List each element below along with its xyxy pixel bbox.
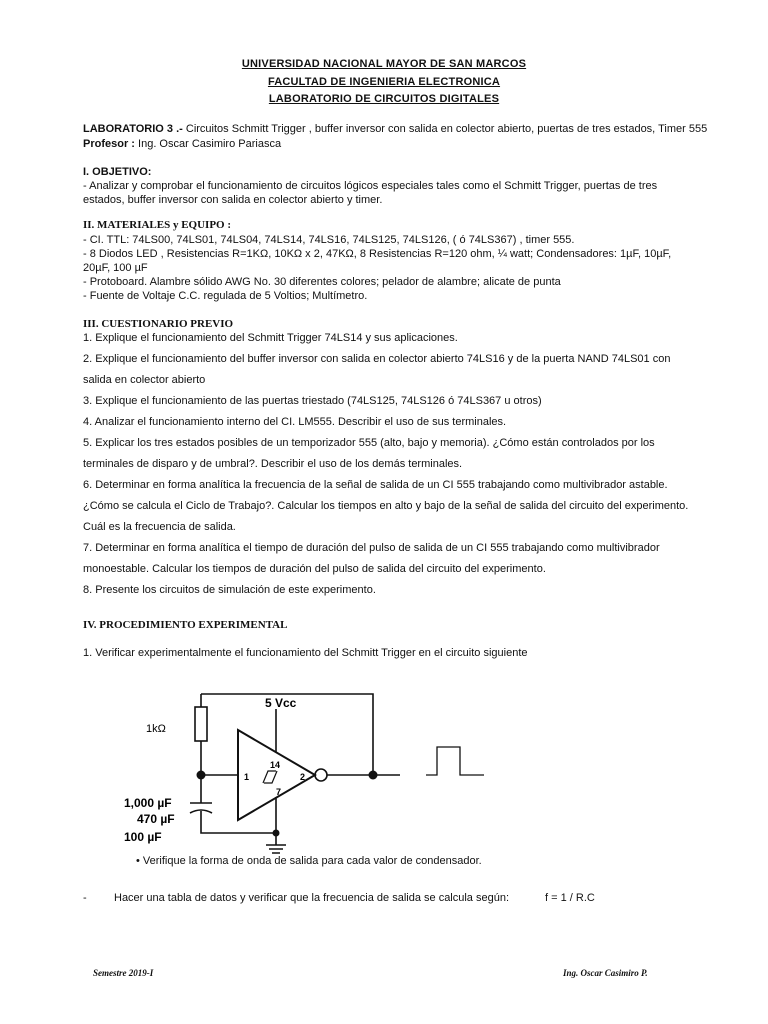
cuestionario-item: 1. Explique el funcionamiento del Schmitt Trigger 74LS14 y sus aplicaciones. [83,332,458,344]
cuestionario-item: monoestable. Calcular los tiempos de duración del pulso de salida del circuito del experimento. [83,563,546,575]
materiales-line: - CI. TTL: 74LS00, 74LS01, 74LS04, 74LS14, 74LS16, 74LS125, 74LS126, ( ó 74LS367) , timer 555. [83,234,575,246]
footer-semester: Semestre 2019-I [93,968,154,978]
pin1-label: 1 [244,772,250,782]
cuestionario-item: 7. Determinar en forma analítica el tiempo de duración del pulso de salida de un CI 555 trabajando como multivibrador [83,542,660,554]
materiales-line: - 8 Diodos LED , Resistencias R=1KΩ, 10KΩ x 2, 47KΩ, 8 Resistencias R=120 ohm, ¼ watt; Condensadores: 1µF, 10µF, [83,248,672,260]
schmitt-trigger-circuit [110,685,530,865]
waveform-note: • Verifique la forma de onda de salida para cada valor de condensador. [136,855,482,867]
objetivo-line: estados, buffer inversor con salida en colector abierto y timer. [83,194,383,206]
pin14-label: 14 [270,760,281,770]
cuestionario-item: ¿Cómo se calcula el Ciclo de Trabajo?. Calcular los tiempos en alto y bajo de la señal de salida del circuito del experimento. [83,500,689,512]
frequency-formula: f = 1 / R.C [545,892,595,904]
footer-author: Ing. Oscar Casimiro P. [563,968,648,978]
procedimiento-step: 1. Verificar experimentalmente el funcionamiento del Schmitt Trigger en el circuito siguiente [83,647,528,659]
junction-dot [273,830,280,837]
professor-label: Profesor : [83,138,135,150]
cap-470-label: 470 µF [137,812,175,826]
materiales-line: - Protoboard. Alambre sólido AWG No. 30 diferentes colores; pelador de alambre; alicate de punta [83,276,561,288]
cuestionario-item: 5. Explicar los tres estados posibles de un temporizador 555 (alto, bajo y memoria). ¿Cómo están controlados por los [83,437,655,449]
pin7-label: 7 [276,787,282,797]
lab-line [83,123,707,135]
lab-title: LABORATORIO DE CIRCUITOS DIGITALES [268,93,500,105]
cuestionario-item: Cuál es la frecuencia de salida. [83,521,236,533]
output-waveform [426,747,484,775]
table-dash: - [83,892,87,904]
hysteresis-symbol [263,771,277,783]
professor-text: Ing. Oscar Casimiro Pariasca [134,138,282,150]
cuestionario-title: III. CUESTIONARIO PREVIO [83,318,234,330]
cap-1000-label: 1,000 µF [124,796,172,810]
objetivo-title: I. OBJETIVO: [83,166,152,178]
cuestionario-item: terminales de disparo y de umbral?. Describir el uso de los demás terminales. [83,458,463,470]
university-title: UNIVERSIDAD NACIONAL MAYOR DE SAN MARCOS [241,58,527,70]
pin2-label: 2 [300,772,306,782]
cuestionario-item: 2. Explique el funcionamiento del buffer inversor con salida en colector abierto 74LS16 y de la puerta NAND 74LS01 con [83,353,671,365]
table-instruction: Hacer una tabla de datos y verificar que la frecuencia de salida se calcula según: [114,892,510,904]
professor-line [83,138,281,150]
vcc-label: 5 Vcc [265,696,297,710]
cuestionario-item: 3. Explique el funcionamiento de las puertas triestado (74LS125, 74LS126 ó 74LS367 u otros) [83,395,542,407]
cap-100-label: 100 µF [124,830,162,844]
cuestionario-item: 4. Analizar el funcionamiento interno del CI. LM555. Describir el uso de sus terminales. [83,416,507,428]
ground-symbol [266,845,286,853]
lab-text: Circuitos Schmitt Trigger , buffer inversor con salida en colector abierto, puertas de tres estados, Timer 555 [182,123,708,135]
junction-dot [197,771,206,780]
materiales-line: 20µF, 100 µF [83,262,148,274]
materiales-line: - Fuente de Voltaje C.C. regulada de 5 Voltios; Multímetro. [83,290,368,302]
materiales-title: II. MATERIALES y EQUIPO : [83,219,232,231]
resistor-label: 1kΩ [146,723,166,735]
cuestionario-item: salida en colector abierto [83,374,206,386]
lab-label: LABORATORIO 3 .- [83,123,183,135]
resistor [195,707,207,741]
procedimiento-title: IV. PROCEDIMIENTO EXPERIMENTAL [83,619,288,631]
objetivo-line: - Analizar y comprobar el funcionamiento de circuitos lógicos especiales tales como el Schmitt Trigger, puertas de tres [83,180,658,192]
junction-dot [369,771,378,780]
cuestionario-item: 8. Presente los circuitos de simulación de este experimento. [83,584,376,596]
faculty-title: FACULTAD DE INGENIERIA ELECTRONICA [267,76,501,88]
cuestionario-item: 6. Determinar en forma analítica la frecuencia de la señal de salida de un CI 555 trabajando como multivibrador astable. [83,479,668,491]
